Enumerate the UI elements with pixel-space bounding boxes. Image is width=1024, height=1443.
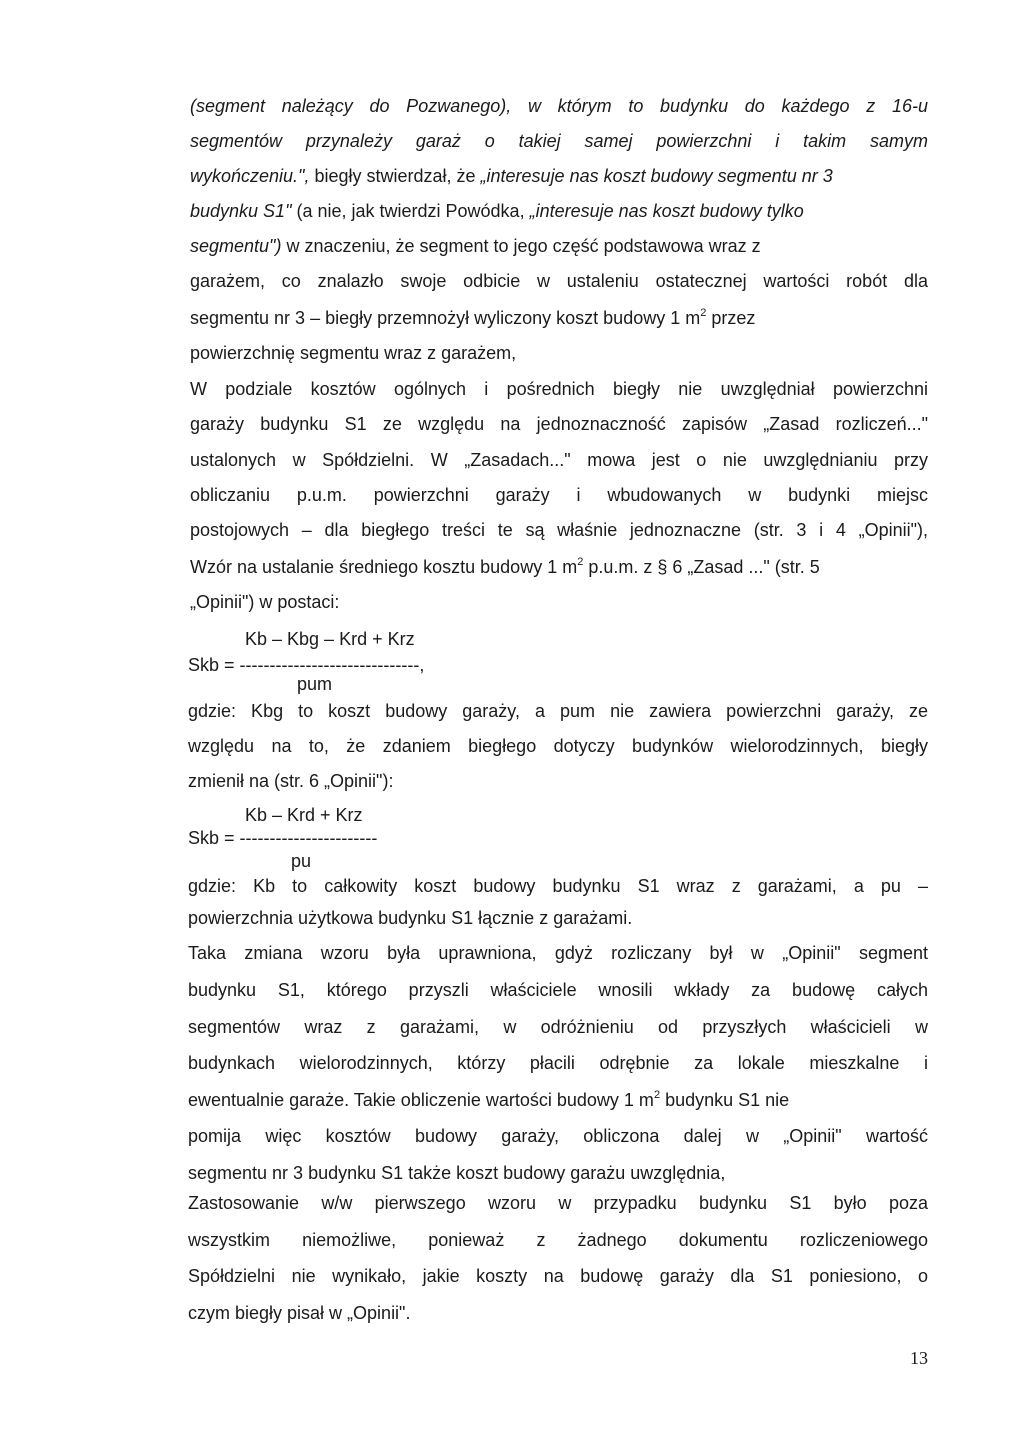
p5-line-7: segmentu nr 3 budynku S1 także koszt budowy garażu uwzględnia, xyxy=(188,1163,726,1183)
p5-line-5 xyxy=(188,1089,789,1111)
p4-line-2: powierzchnia użytkowa budynku S1 łącznie z garażami. xyxy=(188,908,633,928)
p1-line-3-normal: biegły stwierdzał, że xyxy=(309,166,481,186)
p1-line-6: garażem, co znalazło swoje odbicie w ustaleniu ostatecznej wartości robót dla xyxy=(190,271,928,291)
p1-line-5-normal: w znaczeniu, że segment to jego część podstawowa wraz z xyxy=(281,236,761,256)
formula2-numerator: Kb – Krd + Krz xyxy=(245,805,363,825)
page-number: 13 xyxy=(910,1348,928,1368)
p5-line-3: segmentów wraz z garażami, w odróżnieniu od przyszłych właścicieli w xyxy=(188,1017,928,1037)
p1-line-1: (segment należący do Pozwanego), w którym to budynku do każdego z 16-u xyxy=(190,96,928,116)
p1-line-4-italic2: „interesuje nas koszt budowy tylko xyxy=(529,201,804,221)
p4-line-1: gdzie: Kb to całkowity koszt budowy budynku S1 wraz z garażami, a pu – xyxy=(188,876,928,896)
p3-line-1: gdzie: Kbg to koszt budowy garaży, a pum nie zawiera powierzchni garaży, ze xyxy=(188,701,928,721)
p2-line-7: „Opinii") w postaci: xyxy=(190,592,340,612)
p3-line-3: zmienił na (str. 6 „Opinii"): xyxy=(188,771,394,791)
p5-line-1: Taka zmiana wzoru była uprawniona, gdyż rozliczany był w „Opinii" segment xyxy=(188,943,928,963)
p1-line-3 xyxy=(190,165,833,187)
p1-line-7 xyxy=(190,307,755,329)
p6-line-3: Spółdzielni nie wynikało, jakie koszty na budowę garaży dla S1 poniesiono, o xyxy=(188,1266,928,1286)
p2-line-6 xyxy=(190,556,820,578)
p5-line-4: budynkach wielorodzinnych, którzy płacili odrębnie za lokale mieszkalne i xyxy=(188,1053,928,1073)
p2-line-2: garaży budynku S1 ze względu na jednoznaczność zapisów „Zasad rozliczeń..." xyxy=(190,414,928,434)
p6-line-2: wszystkim niemożliwe, ponieważ z żadnego dokumentu rozliczeniowego xyxy=(188,1230,928,1250)
p5-line-5-sup: 2 xyxy=(653,1089,661,1101)
p1-line-3-italic2: „interesuje nas koszt budowy segmentu nr 3 xyxy=(480,166,833,186)
p5-line-5-b: budynku S1 nie xyxy=(660,1090,790,1110)
p2-line-6-b: p.u.m. z § 6 „Zasad ..." (str. 5 xyxy=(583,557,820,577)
p5-line-6: pomija więc kosztów budowy garaży, obliczona dalej w „Opinii" wartość xyxy=(188,1126,928,1146)
p1-line-7-sup: 2 xyxy=(700,307,707,319)
p5-line-5-a: ewentualnie garaże. Takie obliczenie wartości budowy 1 m xyxy=(188,1090,654,1110)
p2-line-4: obliczaniu p.u.m. powierzchni garaży i wbudowanych w budynki miejsc xyxy=(190,485,928,505)
formula2-lhs: Skb = ----------------------- xyxy=(188,828,378,848)
p1-line-4-normal: (a nie, jak twierdzi Powódka, xyxy=(291,201,530,221)
formula1-numerator: Kb – Kbg – Krd + Krz xyxy=(245,629,415,649)
p2-line-3: ustalonych w Spółdzielni. W „Zasadach..." mowa jest o nie uwzględnianiu przy xyxy=(190,450,928,470)
p1-line-7-a: segmentu nr 3 – biegły przemnożył wyliczony koszt budowy 1 m xyxy=(190,308,701,328)
p3-line-2: względu na to, że zdaniem biegłego dotyczy budynków wielorodzinnych, biegły xyxy=(188,736,928,756)
p1-line-5-italic: segmentu") xyxy=(190,236,282,256)
p1-line-2: segmentów przynależy garaż o takiej samej powierzchni i takim samym xyxy=(190,131,928,151)
p1-line-3-italic: wykończeniu.", xyxy=(190,166,310,186)
formula1-lhs: Skb = ------------------------------, xyxy=(188,655,425,675)
p1-line-8: powierzchnię segmentu wraz z garażem, xyxy=(190,343,517,363)
p2-line-1: W podziale kosztów ogólnych i pośrednich biegły nie uwzględniał powierzchni xyxy=(190,379,928,399)
p2-line-6-a: Wzór na ustalanie średniego kosztu budowy 1 m xyxy=(190,557,578,577)
formula2-denominator: pu xyxy=(291,851,312,871)
formula1-denominator: pum xyxy=(297,674,333,694)
p1-line-4 xyxy=(190,200,804,222)
p1-line-4-italic: budynku S1" xyxy=(190,201,292,221)
p2-line-6-sup: 2 xyxy=(577,556,584,568)
p1-line-5 xyxy=(190,235,761,257)
p6-line-4: czym biegły pisał w „Opinii". xyxy=(188,1303,411,1323)
p6-line-1: Zastosowanie w/w pierwszego wzoru w przypadku budynku S1 było poza xyxy=(188,1193,928,1213)
p2-line-5: postojowych – dla biegłego treści te są właśnie jednoznaczne (str. 3 i 4 „Opinii"), xyxy=(190,520,928,540)
p5-line-2: budynku S1, którego przyszli właściciele wnosili wkłady za budowę całych xyxy=(188,980,928,1000)
p1-line-7-b: przez xyxy=(706,308,756,328)
